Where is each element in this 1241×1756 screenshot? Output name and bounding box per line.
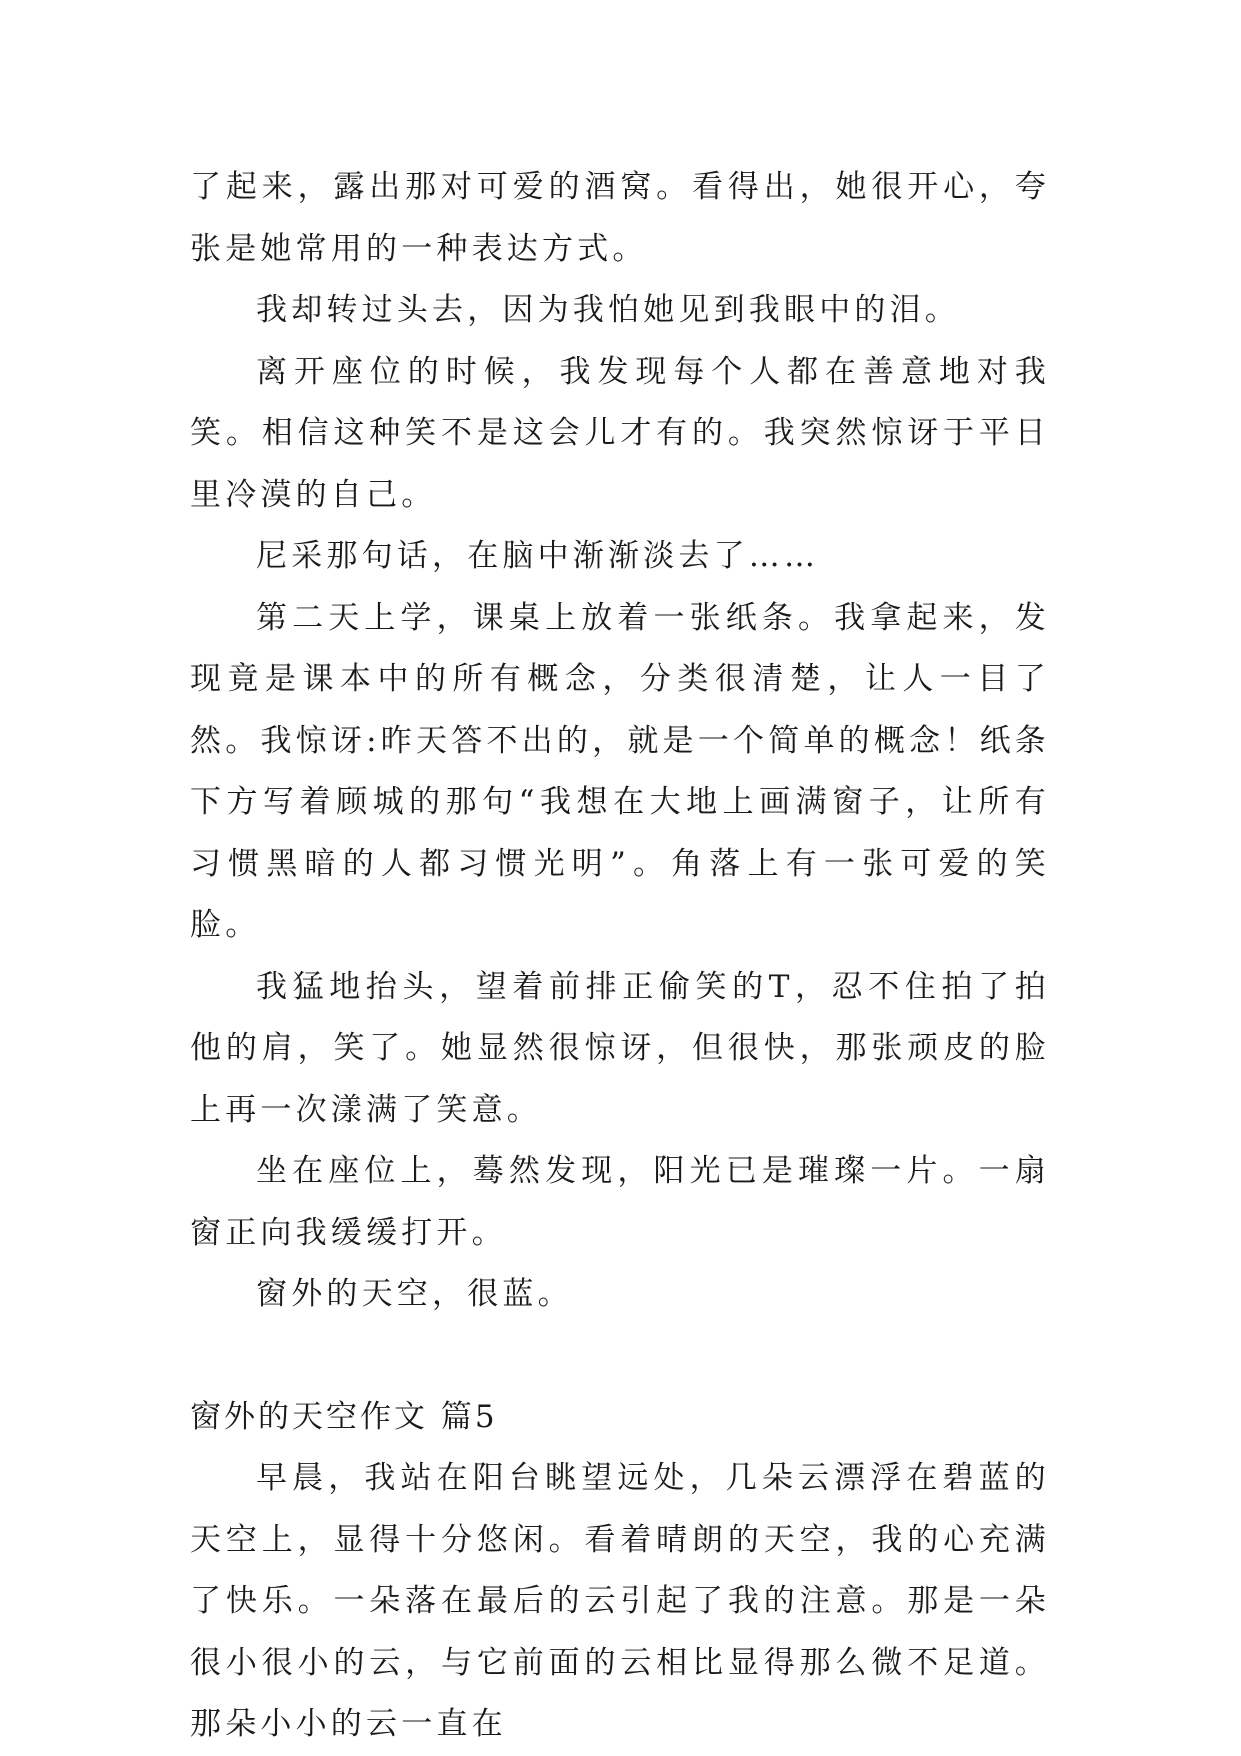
paragraph: 离开座位的时候，我发现每个人都在善意地对我笑。相信这种笑不是这会儿才有的。我突然惊讶于平日里冷漠的自己。 xyxy=(190,353,1050,513)
paragraph: 早晨，我站在阳台眺望远处，几朵云漂浮在碧蓝的天空上，显得十分悠闲。看着晴朗的天空，我的心充满了快乐。一朵落在最后的云引起了我的注意。那是一朵很小很小的云，与它前面的云相比显得那么微不足道。那朵小小的云一直在 xyxy=(190,1460,1050,1742)
document-page xyxy=(190,157,1050,1756)
paragraph: 第二天上学，课桌上放着一张纸条。我拿起来，发现竟是课本中的所有概念，分类很清楚，让人一目了然。我惊讶:昨天答不出的，就是一个简单的概念！纸条下方写着顾城的那句“我想在大地上画满窗子，让所有习惯黑暗的人都习惯光明”。角落上有一张可爱的笑脸。 xyxy=(190,599,1050,943)
paragraph: 坐在座位上，蓦然发现，阳光已是璀璨一片。一扇窗正向我缓缓打开。 xyxy=(190,1153,1050,1251)
paragraph: 我却转过头去，因为我怕她见到我眼中的泪。 xyxy=(256,292,960,328)
paragraph: 窗外的天空，很蓝。 xyxy=(256,1276,573,1312)
paragraph: 了起来，露出那对可爱的酒窝。看得出，她很开心，夸张是她常用的一种表达方式。 xyxy=(190,169,1050,267)
section-heading: 窗外的天空作文 篇5 xyxy=(190,1398,498,1435)
paragraph: 尼采那句话，在脑中渐渐淡去了…… xyxy=(256,538,820,574)
paragraph: 我猛地抬头，望着前排正偷笑的T，忍不住拍了拍他的肩，笑了。她显然很惊讶，但很快，那张顽皮的脸上再一次漾满了笑意。 xyxy=(190,968,1050,1128)
